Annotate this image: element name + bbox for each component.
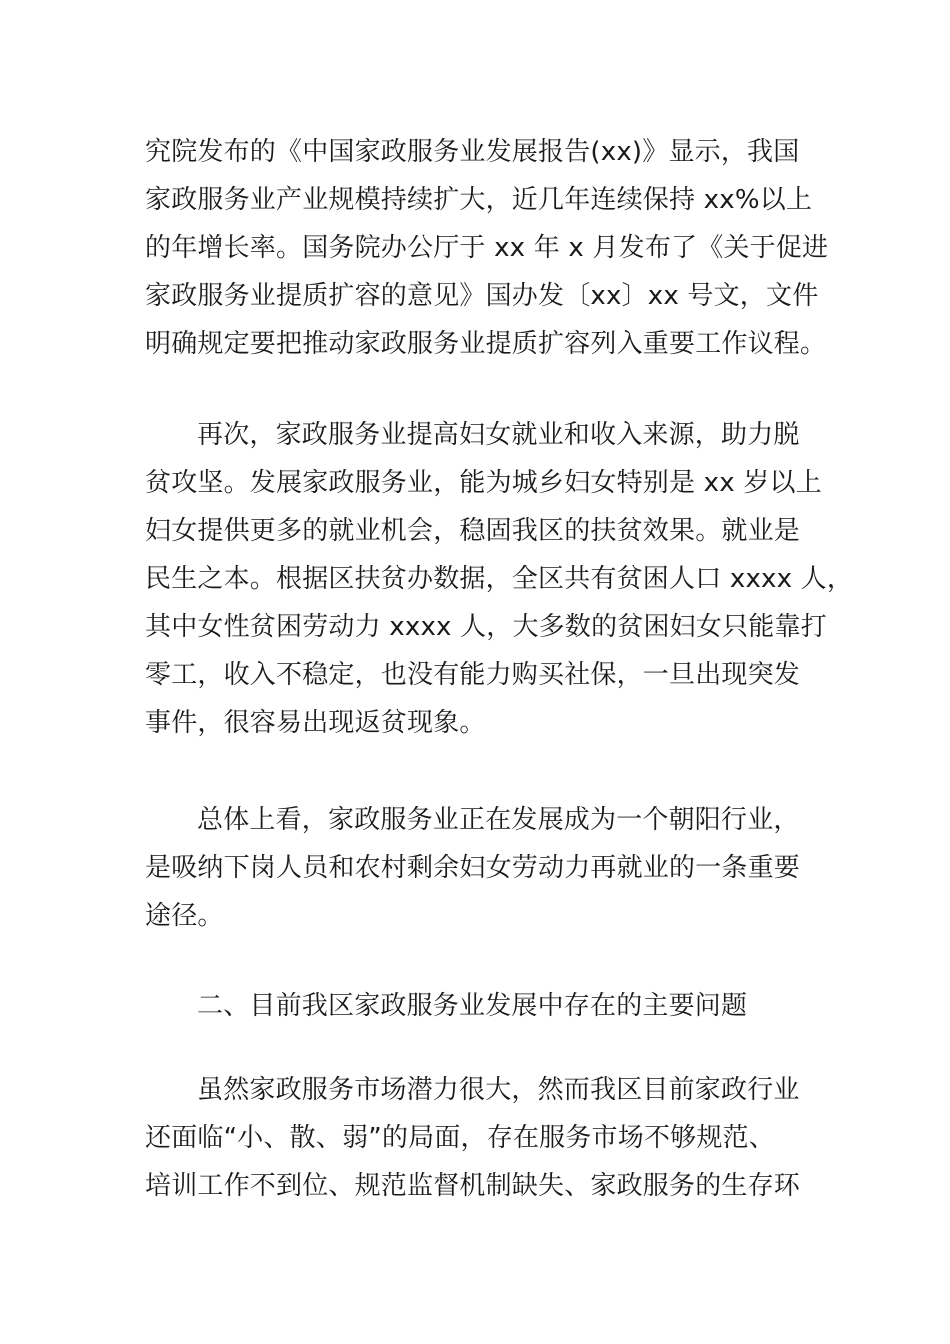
text-line: 妇女提供更多的就业机会，稳固我区的扶贫效果。就业是: [145, 516, 801, 546]
text-line: 总体上看，家政服务业正在发展成为一个朝阳行业，: [197, 805, 800, 835]
paragraph-poverty-alleviation: [145, 411, 854, 747]
text-line: 究院发布的《中国家政服务业发展报告(xx)》显示，我国: [145, 137, 800, 167]
text-line: 再次，家政服务业提高妇女就业和收入来源，助力脱: [197, 420, 800, 450]
text-line: 的年增长率。国务院办公厅于 xx 年 x 月发布了《关于促进: [145, 233, 829, 263]
heading-text: 二、目前我区家政服务业发展中存在的主要问题: [197, 991, 748, 1021]
text-line: 家政服务业提质扩容的意见》国办发〔xx〕xx 号文，文件: [145, 281, 819, 311]
section-heading: [145, 982, 845, 1030]
text-line: 虽然家政服务市场潜力很大，然而我区目前家政行业: [197, 1075, 800, 1105]
text-line: 明确规定要把推动家政服务业提质扩容列入重要工作议程。: [145, 329, 827, 359]
text-line: 途径。: [145, 901, 224, 931]
text-line: 其中女性贫困劳动力 xxxx 人，大多数的贫困妇女只能靠打: [145, 612, 827, 642]
paragraph-summary: [145, 796, 845, 940]
paragraph-problems: [145, 1066, 845, 1210]
text-line: 家政服务业产业规模持续扩大，近几年连续保持 xx%以上: [145, 185, 813, 215]
text-line: 民生之本。根据区扶贫办数据，全区共有贫困人口 xxxx 人，: [145, 564, 854, 594]
text-line: 事件，很容易出现返贫现象。: [145, 708, 486, 738]
text-line: 贫攻坚。发展家政服务业，能为城乡妇女特别是 xx 岁以上: [145, 468, 822, 498]
text-line: 是吸纳下岗人员和农村剩余妇女劳动力再就业的一条重要: [145, 853, 801, 883]
paragraph-report-data: [145, 128, 845, 368]
text-line: 培训工作不到位、规范监督机制缺失、家政服务的生存环: [145, 1171, 801, 1201]
text-line: 零工，收入不稳定，也没有能力购买社保，一旦出现突发: [145, 660, 801, 690]
text-line: 还面临“小、散、弱”的局面，存在服务市场不够规范、: [145, 1123, 775, 1153]
